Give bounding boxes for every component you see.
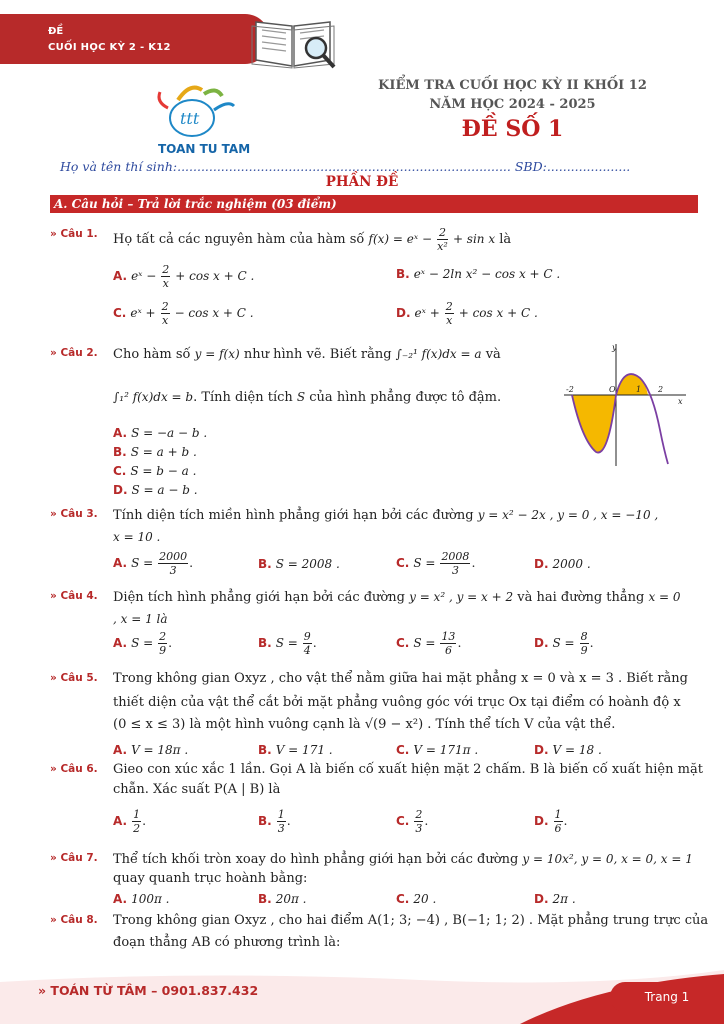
text: và — [485, 347, 501, 362]
den: 9 — [580, 644, 588, 657]
option-letter: D. — [534, 743, 549, 757]
section-bar: A. Câu hỏi – Trả lời trắc nghiệm (03 điểm) — [50, 195, 698, 213]
den: x — [162, 277, 169, 290]
option-letter: C. — [396, 743, 410, 757]
option-d: D. S = $\frac{8}{9}$ . — [534, 630, 594, 657]
den: 3 — [277, 822, 285, 835]
option-a — [113, 742, 188, 757]
shaded-region-left — [572, 395, 616, 453]
option-letter: B. — [258, 557, 272, 571]
text: Diện tích hình phẳng giới hạn bởi các đường — [113, 590, 405, 605]
question-text — [113, 850, 693, 869]
option-b: B. S = $\frac{9}{4}$ . — [258, 630, 317, 657]
question-text — [113, 388, 501, 407]
num: 2 — [445, 300, 453, 313]
option-a — [113, 425, 207, 440]
question-label: » Câu 2. — [50, 347, 98, 359]
math: S = — [131, 636, 154, 650]
math: S = — [275, 636, 298, 650]
option-letter: B. — [258, 892, 272, 906]
option-a — [113, 891, 169, 906]
option-letter: C. — [113, 306, 127, 320]
den: x — [446, 314, 453, 327]
question-text: x = 10 . — [113, 530, 161, 544]
option-d — [534, 556, 591, 571]
school-year: NĂM HỌC 2024 - 2025 — [429, 97, 596, 112]
den: x — [161, 314, 169, 327]
math: V = 18π . — [131, 743, 189, 757]
math: y = 10x², y = 0, x = 0, x = 1 — [522, 852, 693, 866]
math: 2π . — [552, 892, 576, 906]
fraction — [440, 550, 470, 577]
num: 2 — [159, 630, 167, 643]
option-letter: C. — [396, 636, 410, 650]
math: S = −a − b . — [131, 426, 208, 440]
question-label: » Câu 6. — [50, 763, 98, 775]
option-letter: B. — [258, 814, 272, 828]
student-info-line: Họ và tên thí sinh:.................................................................................... SBD:..................... — [60, 159, 631, 174]
math: eˣ + — [414, 306, 440, 320]
question-label: » Câu 7. — [50, 852, 98, 864]
tick-label: -2 — [566, 385, 574, 394]
svg-text:ttt: ttt — [180, 109, 200, 128]
math: − cos x + C . — [174, 306, 254, 320]
num: 8 — [580, 630, 588, 643]
option-d: D. $\frac{1}{6}$ . — [534, 808, 568, 835]
option-letter: D. — [534, 557, 549, 571]
part-title: PHẦN ĐỀ — [325, 174, 399, 190]
option-letter: B. — [113, 445, 127, 459]
math: S = 2008 . — [275, 557, 340, 571]
question-text — [113, 345, 501, 364]
math: + sin x — [452, 232, 496, 246]
option-letter: B. — [396, 267, 410, 281]
math: S — [296, 390, 306, 404]
den: 6 — [444, 644, 452, 657]
header-banner — [0, 14, 270, 64]
math: x = 0 — [648, 590, 681, 604]
option-letter: B. — [258, 743, 272, 757]
den: 6 — [554, 822, 562, 835]
question-text: (0 ≤ x ≤ 3) là một hình vuông cạnh là √(9 − x²) . Tính thể tích V của vật thể. — [113, 717, 616, 732]
math: S = — [413, 636, 436, 650]
footer-contact: » TOÁN TỪ TÂM – 0901.837.432 — [38, 983, 259, 998]
fraction — [161, 263, 170, 290]
option-a: A. $\frac{1}{2}$ . — [113, 808, 147, 835]
question-text: Trong không gian Oxyz , cho vật thể nằm giữa hai mặt phẳng x = 0 và x = 3 . Biết rằng — [113, 671, 688, 686]
question-text — [113, 588, 681, 607]
option-letter: C. — [396, 892, 410, 906]
option-letter: D. — [534, 636, 549, 650]
option-letter: A. — [113, 814, 128, 828]
den: 9 — [159, 644, 167, 657]
option-letter: C. — [396, 814, 410, 828]
question-text: thiết diện của vật thể cắt bởi mặt phẳng vuông góc với trục Ox tại điểm có hoành độ x — [113, 695, 681, 710]
num: 2000 — [159, 550, 188, 563]
fraction — [158, 550, 188, 577]
option-letter: A. — [113, 269, 128, 283]
math: ∫₋₂¹ f(x)dx = a — [395, 347, 482, 361]
math: eˣ − — [131, 269, 157, 283]
question-text: Gieo con xúc xắc 1 lần. Gọi A là biến cố xuất hiện mặt 2 chấm. B là biến cố xuất hiện mặt — [113, 762, 703, 777]
option-letter: D. — [534, 892, 549, 906]
exam-number: ĐỀ SỐ 1 — [461, 116, 564, 142]
fraction — [132, 808, 141, 835]
num: 1 — [554, 808, 562, 821]
question-label: » Câu 8. — [50, 914, 98, 926]
text: và hai đường thẳng — [517, 590, 645, 605]
option-c — [113, 300, 254, 327]
text: Họ tất cả các nguyên hàm của hàm số — [113, 232, 365, 247]
math: S = — [413, 556, 436, 570]
option-c: C. $\frac{2}{3}$ . — [396, 808, 429, 835]
fraction — [440, 630, 456, 657]
question-text — [113, 226, 511, 253]
option-d — [534, 891, 576, 906]
page-number: Trang 1 — [610, 982, 724, 1012]
y-axis-label: y — [612, 343, 617, 352]
math: V = 18 . — [552, 743, 602, 757]
math: f(x) = eˣ − — [368, 232, 433, 246]
num: 2008 — [441, 550, 470, 563]
fraction — [277, 808, 286, 835]
fraction — [554, 808, 563, 835]
num: 2 — [161, 300, 169, 313]
shaded-region-right — [616, 374, 648, 395]
math: y = x² , y = x + 2 — [409, 590, 514, 604]
math: V = 171 . — [275, 743, 333, 757]
option-c — [396, 742, 478, 757]
question-text: đoạn thẳng AB có phương trình là: — [113, 935, 341, 950]
book-icon — [248, 8, 338, 72]
option-b — [258, 556, 340, 571]
option-d — [396, 300, 538, 327]
math: y = f(x) — [194, 347, 240, 361]
den: 3 — [451, 564, 459, 577]
fraction — [303, 630, 312, 657]
question-label: » Câu 3. — [50, 508, 98, 520]
option-letter: A. — [113, 426, 128, 440]
fraction — [580, 630, 589, 657]
option-b — [396, 266, 560, 281]
num: 13 — [441, 630, 456, 643]
fraction — [445, 300, 454, 327]
question-label: » Câu 5. — [50, 672, 98, 684]
option-c: C. S = $\frac{13}{6}$ . — [396, 630, 462, 657]
fraction — [158, 630, 167, 657]
math: S = b − a . — [130, 464, 197, 478]
tick-label: 1 — [636, 385, 642, 394]
den: x² — [437, 240, 448, 253]
fraction — [414, 808, 423, 835]
math: V = 171π . — [413, 743, 479, 757]
option-b — [258, 891, 307, 906]
text: . Tính diện tích — [193, 390, 293, 405]
num: 2 — [415, 808, 423, 821]
num: 1 — [277, 808, 285, 821]
math: eˣ + — [130, 306, 156, 320]
option-b — [258, 742, 333, 757]
math: y = x² − 2x , y = 0 , x = −10 , — [477, 508, 659, 522]
text: là — [499, 232, 512, 247]
den: 3 — [415, 822, 423, 835]
text: như hình vẽ. Biết rằng — [243, 347, 392, 362]
option-c — [396, 891, 436, 906]
option-letter: A. — [113, 743, 128, 757]
option-d — [113, 482, 198, 497]
math: S = — [552, 636, 575, 650]
option-letter: A. — [113, 556, 128, 570]
fraction — [161, 300, 170, 327]
question-text: quay quanh trục hoành bằng: — [113, 871, 308, 886]
option-letter: D. — [113, 483, 128, 497]
option-a: A. S = $\frac{2000}{3}$ . — [113, 550, 194, 577]
banner-line2: CUỐI HỌC KỲ 2 - K12 — [48, 42, 171, 53]
question-text: , x = 1 là — [113, 612, 168, 626]
option-c: C. S = $\frac{2008}{3}$ . — [396, 550, 476, 577]
num: 2 — [162, 263, 170, 276]
math: + cos x + C . — [458, 306, 538, 320]
text: Tính diện tích miền hình phẳng giới hạn bởi các đường — [113, 508, 474, 523]
option-letter: A. — [113, 892, 128, 906]
num: 9 — [303, 630, 311, 643]
math: + cos x + C . — [175, 269, 255, 283]
num: 1 — [133, 808, 141, 821]
option-letter: D. — [396, 306, 411, 320]
num: 2 — [438, 226, 446, 239]
question-text: chẵn. Xác suất P(A | B) là — [113, 782, 281, 797]
fraction — [437, 226, 448, 253]
option-a — [113, 263, 254, 290]
math: S = a − b . — [131, 483, 198, 497]
option-a: A. S = $\frac{2}{9}$ . — [113, 630, 173, 657]
text: Cho hàm số — [113, 347, 191, 362]
option-letter: B. — [258, 636, 272, 650]
math: 2000 . — [552, 557, 591, 571]
option-letter: C. — [113, 464, 127, 478]
question-label: » Câu 1. — [50, 228, 98, 240]
origin-label: O — [609, 385, 616, 394]
option-letter: D. — [534, 814, 549, 828]
math: eˣ − 2ln x² − cos x + C . — [413, 267, 561, 281]
x-axis-label: x — [678, 397, 683, 406]
question-text — [113, 506, 658, 525]
question-text: Trong không gian Oxyz , cho hai điểm A(1; 3; −4) , B(−1; 1; 2) . Mặt phẳng trung trực của — [113, 913, 709, 928]
exam-title: KIỂM TRA CUỐI HỌC KỲ II KHỐI 12 — [378, 78, 647, 93]
option-letter: A. — [113, 636, 128, 650]
math: 100π . — [131, 892, 170, 906]
den: 4 — [303, 644, 311, 657]
math: ∫₁² f(x)dx = b — [113, 390, 194, 404]
question-label: » Câu 4. — [50, 590, 98, 602]
math: 20 . — [413, 892, 437, 906]
den: 3 — [169, 564, 177, 577]
math: S = a + b . — [130, 445, 197, 459]
math: S = — [131, 556, 154, 570]
den: 2 — [133, 822, 141, 835]
tick-label: 2 — [658, 385, 664, 394]
text: Thể tích khối tròn xoay do hình phẳng giới hạn bởi các đường — [113, 852, 519, 867]
math: 20π . — [275, 892, 307, 906]
option-c — [113, 463, 196, 478]
banner-line1: ĐỀ — [48, 26, 64, 37]
function-graph — [560, 340, 690, 468]
option-d — [534, 742, 602, 757]
option-b — [113, 444, 197, 459]
logo-text: TOAN TU TAM — [158, 142, 251, 156]
option-letter: C. — [396, 556, 410, 570]
option-b: B. $\frac{1}{3}$ . — [258, 808, 291, 835]
text: của hình phẳng được tô đậm. — [309, 390, 502, 405]
